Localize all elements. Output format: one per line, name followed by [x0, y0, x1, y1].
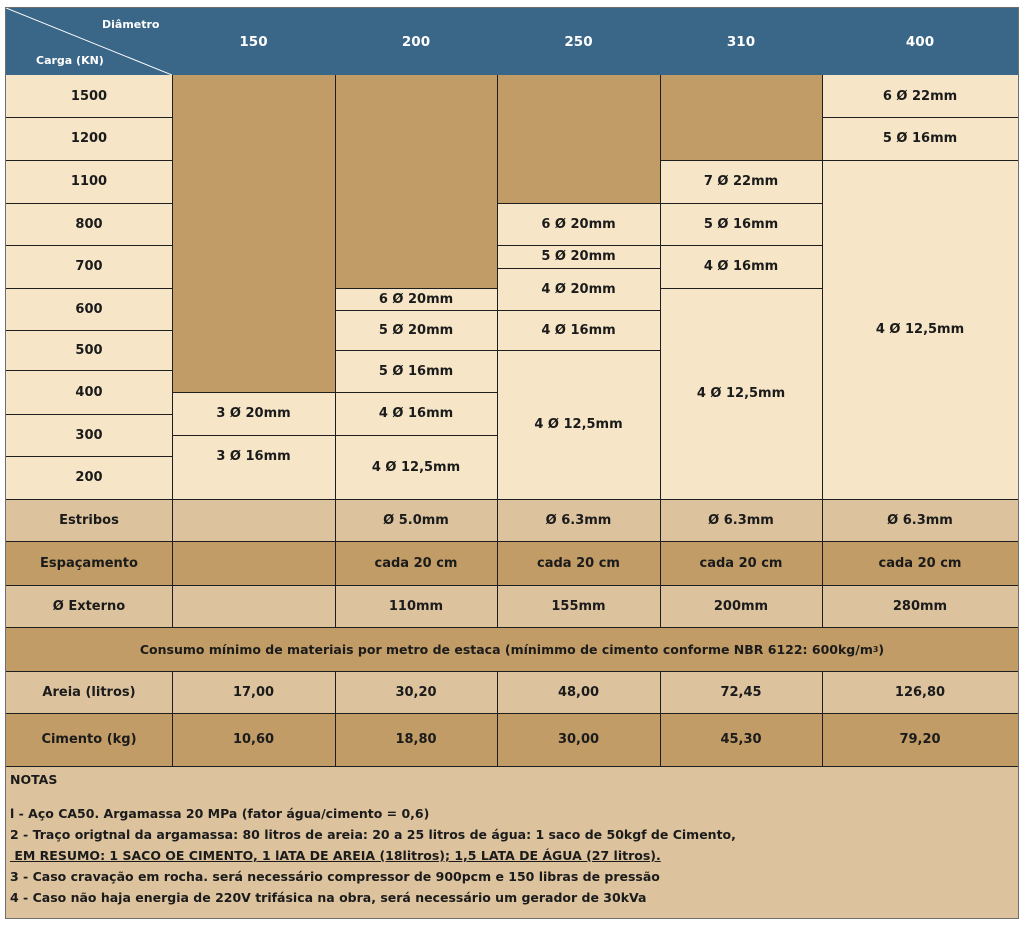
load-row-label: 700 [6, 245, 172, 288]
cimento-label: Cimento (kg) [6, 713, 172, 766]
load-row-label: 600 [6, 288, 172, 330]
areia-cell: 48,00 [497, 671, 660, 713]
not-applicable-block [497, 75, 660, 203]
cimento-cell: 10,60 [172, 713, 335, 766]
grid-line [6, 766, 1018, 767]
grid-line [497, 499, 498, 627]
rebar-cell: 5 Ø 16mm [822, 117, 1018, 160]
grid-line [497, 310, 660, 311]
diameter-header-400: 400 [822, 8, 1018, 75]
grid-line [497, 671, 498, 766]
grid-line [335, 435, 497, 436]
rebar-cell: 4 Ø 12,5mm [822, 160, 1018, 499]
notes-title: NOTAS [10, 772, 58, 787]
rebar-cell: 3 Ø 20mm [172, 392, 335, 435]
grid-line [335, 310, 497, 311]
pile-reinforcement-table [5, 7, 1019, 919]
diameter-header-150: 150 [172, 8, 335, 75]
areia-cell: 126,80 [822, 671, 1018, 713]
not-applicable-block [172, 75, 335, 392]
grid-line [660, 671, 661, 766]
grid-line [6, 160, 172, 161]
externo-cell [172, 585, 335, 627]
espacamento-cell: cada 20 cm [497, 541, 660, 585]
estribos-label: Estribos [6, 499, 172, 541]
grid-line [6, 117, 172, 118]
grid-line [822, 671, 823, 766]
load-row-label: 200 [6, 456, 172, 499]
load-row-label: 800 [6, 203, 172, 245]
diameter-header-200: 200 [335, 8, 497, 75]
not-applicable-block [335, 75, 497, 288]
rebar-cell: 3 Ø 16mm [172, 435, 335, 499]
load-row-label: 300 [6, 414, 172, 456]
grid-line [822, 499, 823, 627]
espacamento-cell: cada 20 cm [822, 541, 1018, 585]
grid-line [497, 350, 660, 351]
rebar-cell: 5 Ø 20mm [497, 245, 660, 268]
grid-line [6, 414, 172, 415]
areia-cell: 17,00 [172, 671, 335, 713]
corner-diameter-label: Diâmetro [102, 18, 160, 31]
estribos-cell: Ø 6.3mm [497, 499, 660, 541]
externo-cell: 155mm [497, 585, 660, 627]
rebar-cell: 6 Ø 22mm [822, 75, 1018, 117]
consumo-close: ) [878, 641, 885, 657]
rebar-cell: 4 Ø 12,5mm [660, 288, 822, 499]
grid-line [335, 392, 497, 393]
grid-line [6, 499, 1018, 500]
rebar-cell: 6 Ø 20mm [497, 203, 660, 245]
grid-line [6, 671, 1018, 672]
grid-line [497, 268, 660, 269]
grid-line [172, 392, 335, 393]
load-row-label: 400 [6, 370, 172, 414]
externo-label: Ø Externo [6, 585, 172, 627]
consumo-superscript: 3 [872, 644, 879, 654]
load-row-label: 1200 [6, 117, 172, 160]
grid-line [335, 350, 497, 351]
rebar-cell: 4 Ø 16mm [335, 392, 497, 435]
rebar-cell: 4 Ø 12,5mm [335, 435, 497, 499]
rebar-cell: 5 Ø 16mm [335, 350, 497, 392]
espacamento-cell: cada 20 cm [335, 541, 497, 585]
rebar-cell: 7 Ø 22mm [660, 160, 822, 203]
externo-cell: 280mm [822, 585, 1018, 627]
cimento-cell: 30,00 [497, 713, 660, 766]
espacamento-cell: cada 20 cm [660, 541, 822, 585]
grid-line [335, 499, 336, 627]
load-row-label: 1500 [6, 75, 172, 117]
rebar-cell: 5 Ø 20mm [335, 310, 497, 350]
grid-line [6, 585, 1018, 586]
consumo-banner [6, 627, 1018, 671]
grid-line [6, 370, 172, 371]
grid-line [660, 160, 822, 161]
load-row-label: 1100 [6, 160, 172, 203]
load-row-label: 500 [6, 330, 172, 370]
estribos-cell: Ø 5.0mm [335, 499, 497, 541]
consumo-text: Consumo mínimo de materiais por metro de estaca (mínimmo de cimento conforme NBR 6122: 600kg/m [139, 641, 873, 657]
grid-line [6, 288, 172, 289]
diameter-header-250: 250 [497, 8, 660, 75]
grid-line [497, 245, 660, 246]
grid-line [822, 160, 1018, 161]
grid-line [660, 499, 661, 627]
note-line: 4 - Caso não haja energia de 220V trifásica na obra, será necessário um gerador de 30kVa [10, 890, 647, 905]
rebar-cell: 5 Ø 16mm [660, 203, 822, 245]
grid-line [6, 627, 1018, 628]
estribos-cell: Ø 6.3mm [660, 499, 822, 541]
grid-line [660, 203, 822, 204]
grid-line [822, 75, 823, 499]
rebar-cell: 4 Ø 20mm [497, 268, 660, 310]
grid-line [6, 713, 1018, 714]
rebar-cell: 6 Ø 20mm [335, 288, 497, 310]
grid-line [335, 671, 336, 766]
note-summary-line: EM RESUMO: 1 SACO OE CIMENTO, 1 lATA DE AREIA (18litros); 1,5 LATA DE ÁGUA (27 litros). [10, 848, 661, 863]
note-line: 2 - Traço origtnal da argamassa: 80 litros de areia: 20 a 25 litros de água: 1 saco de 50kgf de Cimento, [10, 827, 736, 842]
not-applicable-block [660, 75, 822, 160]
diameter-header-310: 310 [660, 8, 822, 75]
grid-line [172, 671, 173, 766]
corner-load-label: Carga (KN) [36, 54, 104, 67]
rebar-cell: 4 Ø 12,5mm [497, 350, 660, 499]
rebar-cell: 4 Ø 16mm [660, 245, 822, 288]
estribos-cell [172, 499, 335, 541]
cimento-cell: 18,80 [335, 713, 497, 766]
grid-line [660, 245, 822, 246]
rebar-cell: 4 Ø 16mm [497, 310, 660, 350]
estribos-cell: Ø 6.3mm [822, 499, 1018, 541]
areia-label: Areia (litros) [6, 671, 172, 713]
espacamento-label: Espaçamento [6, 541, 172, 585]
grid-line [6, 456, 172, 457]
cimento-cell: 45,30 [660, 713, 822, 766]
areia-cell: 30,20 [335, 671, 497, 713]
note-line: l - Aço CA50. Argamassa 20 MPa (fator água/cimento = 0,6) [10, 806, 430, 821]
grid-line [6, 203, 172, 204]
grid-line [660, 288, 822, 289]
externo-cell: 200mm [660, 585, 822, 627]
cimento-cell: 79,20 [822, 713, 1018, 766]
externo-cell: 110mm [335, 585, 497, 627]
grid-line [6, 541, 1018, 542]
grid-line [6, 245, 172, 246]
grid-line [822, 117, 1018, 118]
grid-line [497, 203, 660, 204]
grid-line [6, 330, 172, 331]
grid-line [497, 75, 498, 499]
areia-cell: 72,45 [660, 671, 822, 713]
grid-line [660, 75, 661, 499]
note-line: 3 - Caso cravação em rocha. será necessário compressor de 900pcm e 150 libras de pressão [10, 869, 660, 884]
grid-line [335, 288, 497, 289]
grid-line [172, 435, 335, 436]
espacamento-cell [172, 541, 335, 585]
grid-line [172, 499, 173, 627]
